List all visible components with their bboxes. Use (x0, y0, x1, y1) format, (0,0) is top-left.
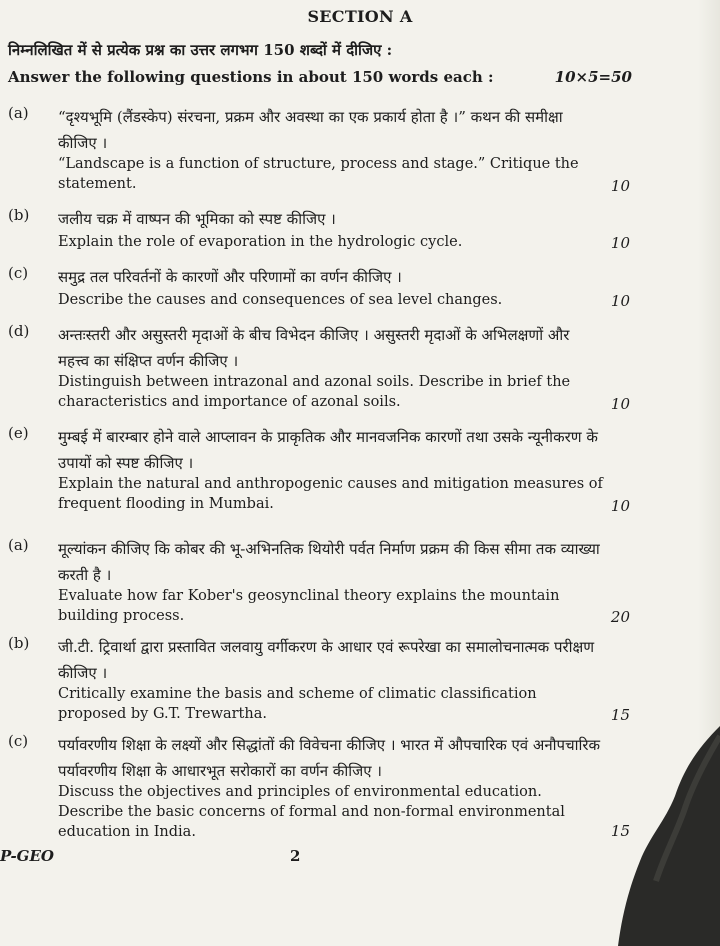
question-english: Discuss the objectives and principles of environmental education. Describe the basic concerns of formal and non-formal environmental education in India. (58, 784, 565, 840)
question-hindi: जलीय चक्र में वाष्पन की भूमिका को स्पष्ट कीजिए । (58, 210, 336, 228)
question-english: Explain the natural and anthropogenic causes and mitigation measures of frequent flooding in Mumbai. (58, 476, 603, 512)
paper-code: P-GEO (0, 847, 54, 865)
question-hindi: जी.टी. ट्रिवार्था द्वारा प्रस्तावित जलवायु वर्गीकरण के आधार एवं रूपरेखा का समालोचनात्मक परीक्षण कीजिए । (58, 638, 595, 682)
question-hindi: मूल्यांकन कीजिए कि कोबर की भू-अभिनतिक थियोरी पर्वत निर्माण प्रक्रम की किस सीमा तक व्याख्या करती है । (58, 540, 600, 584)
question-english: Evaluate how far Kober's geosynclinal theory explains the mountain building process. (58, 588, 560, 624)
question-label: (c) (8, 732, 29, 750)
question-label: (a) (8, 104, 29, 122)
instructions-hindi: निम्नलिखित में से प्रत्येक प्रश्न का उत्तर लगभग 150 शब्दों में दीजिए : (8, 41, 393, 59)
question-english: Distinguish between intrazonal and azonal soils. Describe in brief the characteristics and importance of azonal soils. (58, 374, 571, 410)
question-marks: 10 (610, 395, 630, 413)
question-marks: 20 (610, 608, 630, 626)
question-english: Describe the causes and consequences of sea level changes. (58, 292, 503, 308)
question-hindi: मुम्बई में बारम्बार होने वाले आप्लावन के प्राकृतिक और मानवजनिक कारणों तथा उसके न्यूनीकरण के उपायों को स्पष्ट कीजिए । (58, 428, 598, 472)
question-hindi: पर्यावरणीय शिक्षा के लक्ष्यों और सिद्धांतों की विवेचना कीजिए । भारत में औपचारिक एवं अनौपचारिक पर्यावरणीय शिक्षा के आधारभूत सरोकारों का वर्णन कीजिए । (58, 736, 601, 780)
question-hindi: समुद्र तल परिवर्तनों के कारणों और परिणामों का वर्णन कीजिए । (58, 268, 402, 286)
question-hindi: “दृश्यभूमि (लैंडस्केप) संरचना, प्रक्रम और अवस्था का एक प्रकार्य होता है ।” कथन की समीक्षा कीजिए । (58, 108, 563, 152)
page-number: 2 (290, 847, 301, 865)
question-english: Critically examine the basis and scheme of climatic classification proposed by G.T. Trewartha. (58, 686, 537, 722)
question-hindi: अन्तःस्तरी और असुस्तरी मृदाओं के बीच विभेदन कीजिए । असुस्तरी मृदाओं के अभिलक्षणों और महत्त्व का संक्षिप्त वर्णन कीजिए । (58, 326, 570, 370)
question-marks: 10 (610, 177, 630, 195)
section-title: SECTION A (307, 7, 413, 26)
question-label: (d) (8, 322, 30, 340)
question-marks: 10 (610, 497, 630, 515)
question-english: “Landscape is a function of structure, process and stage.” Critique the statement. (58, 156, 579, 192)
question-marks: 10 (610, 234, 630, 252)
question-label: (a) (8, 536, 29, 554)
instructions-marks: 10×5=50 (554, 68, 632, 86)
scan-shadow (580, 726, 720, 946)
instructions-english: Answer the following questions in about 150 words each : (8, 68, 494, 86)
question-marks: 15 (610, 822, 630, 840)
question-marks: 15 (610, 706, 630, 724)
question-label: (e) (8, 424, 29, 442)
question-label: (b) (8, 206, 30, 224)
question-label: (c) (8, 264, 29, 282)
question-label: (b) (8, 634, 30, 652)
question-marks: 10 (610, 292, 630, 310)
question-english: Explain the role of evaporation in the hydrologic cycle. (58, 234, 463, 250)
